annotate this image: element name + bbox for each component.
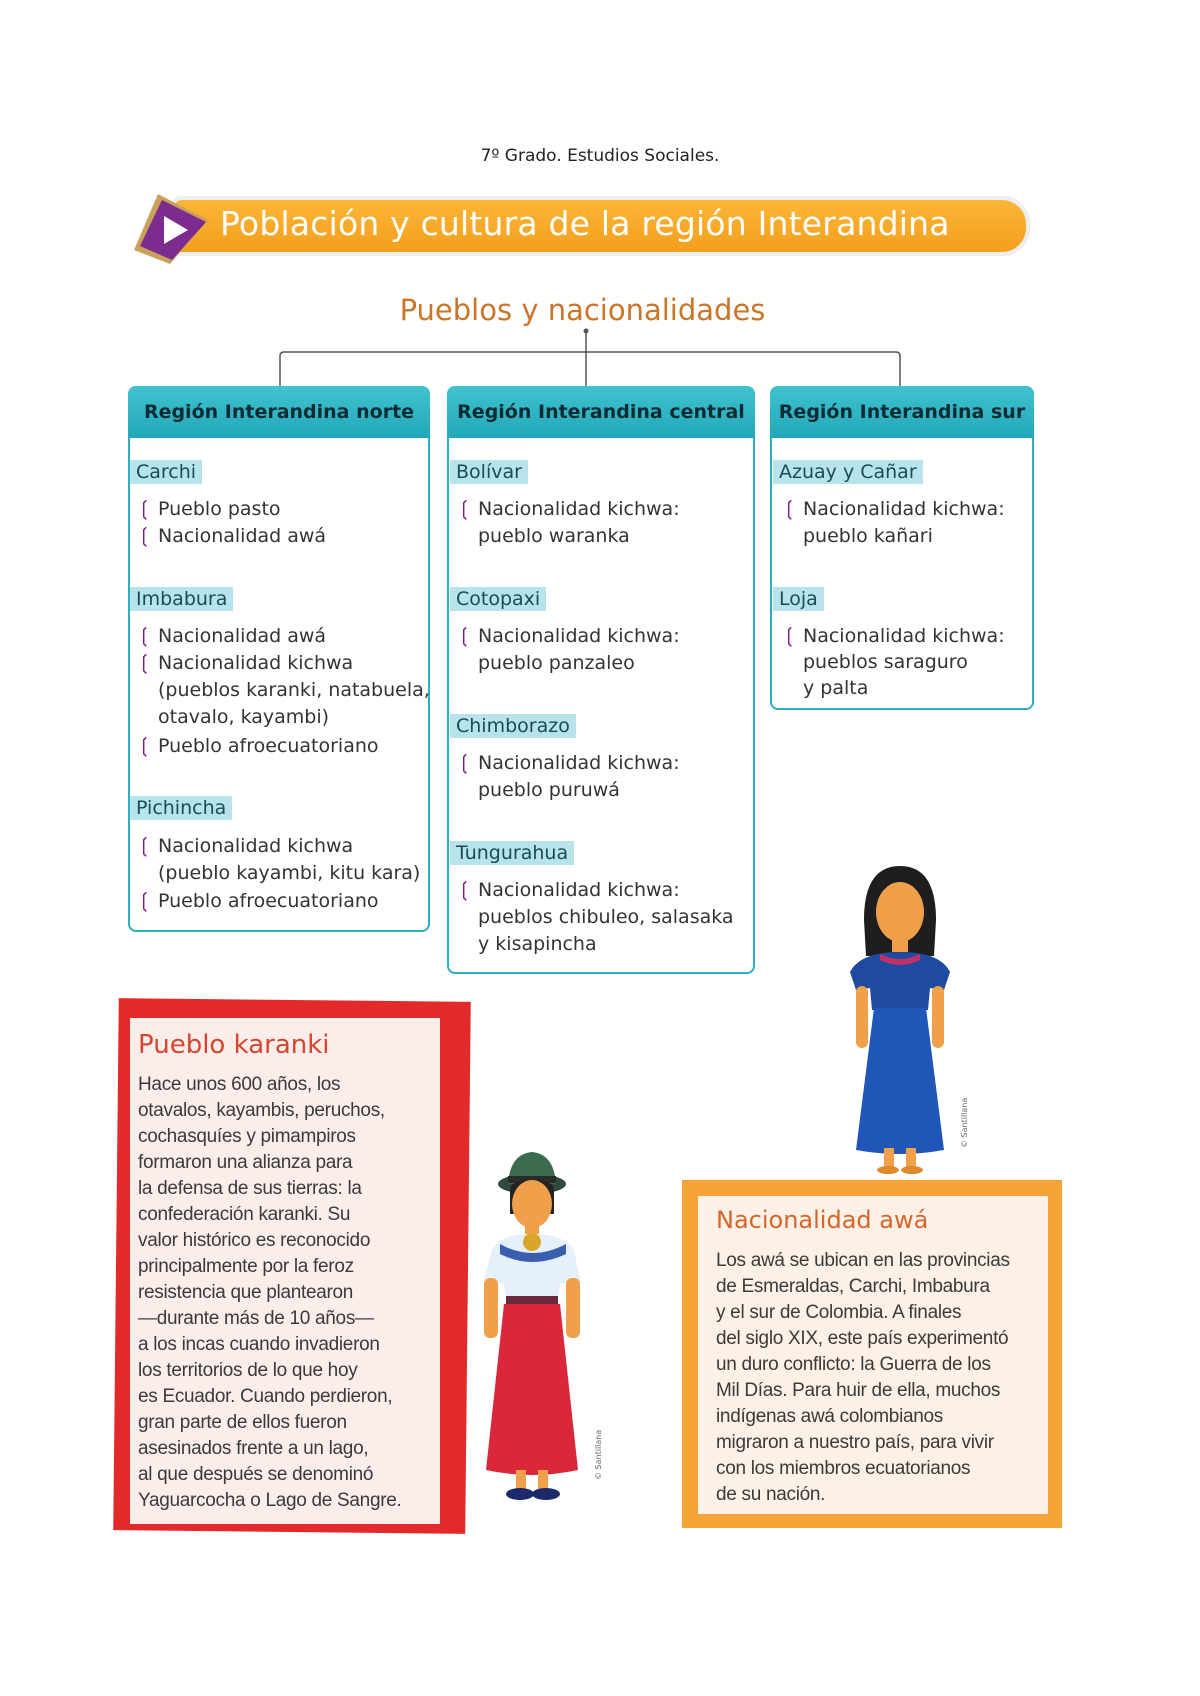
list-item: Pueblo afroecuatoriano	[158, 890, 379, 912]
list-item: Nacionalidad awá	[158, 525, 327, 547]
list-item-continuation: (pueblos karanki, natabuela,	[158, 679, 430, 701]
list-item-continuation: y palta	[803, 677, 869, 699]
bullet-icon: ❲	[136, 833, 153, 857]
list-item: Nacionalidad kichwa:	[478, 752, 680, 774]
list-item-continuation: pueblo puruwá	[478, 779, 620, 801]
list-item-continuation: pueblos chibuleo, salasaka	[478, 906, 734, 928]
bullet-icon: ❲	[136, 888, 153, 912]
list-item: Nacionalidad kichwa:	[478, 498, 680, 520]
bullet-icon: ❲	[456, 877, 473, 901]
book-logo-icon	[128, 190, 214, 268]
list-item: Nacionalidad kichwa:	[478, 879, 680, 901]
list-item: Pueblo pasto	[158, 498, 281, 520]
section-subtitle: Pueblos y nacionalidades	[399, 293, 766, 327]
bullet-icon: ❲	[781, 496, 798, 520]
awa-title: Nacionalidad awá	[716, 1206, 929, 1234]
document-header: 7º Grado. Estudios Sociales.	[480, 146, 720, 166]
photo-credit: © Santillana	[960, 1097, 969, 1148]
province-tag: Cotopaxi	[450, 587, 546, 611]
list-item-continuation: pueblo kañari	[803, 525, 933, 547]
region-title: Región Interandina central	[447, 386, 755, 438]
bullet-icon: ❲	[136, 496, 153, 520]
bullet-icon: ❲	[456, 750, 473, 774]
region-title: Región Interandina norte	[128, 386, 430, 438]
list-item-continuation: pueblo panzaleo	[478, 652, 635, 674]
province-tag: Tungurahua	[450, 841, 574, 865]
photo-credit: © Santillana	[594, 1429, 603, 1480]
bullet-icon: ❲	[136, 523, 153, 547]
banner-title: Población y cultura de la región Interandina	[220, 204, 950, 243]
province-tag: Bolívar	[450, 460, 528, 484]
awa-woman-illustration	[840, 860, 960, 1180]
list-item-continuation: y kisapincha	[478, 933, 597, 955]
list-item: Nacionalidad awá	[158, 625, 327, 647]
list-item-continuation: otavalo, kayambi)	[158, 706, 330, 728]
bullet-icon: ❲	[136, 733, 153, 757]
province-tag: Chimborazo	[450, 714, 576, 738]
list-item: Nacionalidad kichwa	[158, 835, 354, 857]
list-item-continuation: pueblo waranka	[478, 525, 630, 547]
province-tag: Azuay y Cañar	[773, 460, 923, 484]
province-tag: Pichincha	[130, 796, 232, 820]
karanki-text: Hace unos 600 años, los otavalos, kayambis, peruchos, cochasquíes y pimampiros formaron una alianza para la defensa de sus tierras: la confederación karanki. Su valor histórico es reconocido principalmente por la feroz resistencia que plantearon —durante más de 10 años— a los incas cuando invadieron los territorios de lo que hoy es Ecuador. Cuando perdieron, gran parte de ellos fueron asesinados frente a un lago, al que después se denominó Yaguarcocha o Lago de Sangre.	[138, 1074, 402, 1511]
bullet-icon: ❲	[456, 496, 473, 520]
bullet-icon: ❲	[136, 650, 153, 674]
list-item: Nacionalidad kichwa:	[803, 625, 1005, 647]
province-tag: Carchi	[130, 460, 202, 484]
region-title: Región Interandina sur	[770, 386, 1034, 438]
list-item: Pueblo afroecuatoriano	[158, 735, 379, 757]
list-item-continuation: pueblos saraguro	[803, 651, 968, 673]
karanki-title: Pueblo karanki	[138, 1030, 330, 1060]
karanki-woman-illustration	[470, 1150, 600, 1530]
list-item: Nacionalidad kichwa:	[478, 625, 680, 647]
bullet-icon: ❲	[136, 623, 153, 647]
bullet-icon: ❲	[781, 623, 798, 647]
list-item-continuation: (pueblo kayambi, kitu kara)	[158, 862, 421, 884]
province-tag: Loja	[773, 587, 824, 611]
province-tag: Imbabura	[130, 587, 233, 611]
awa-text: Los awá se ubican en las provincias de Esmeraldas, Carchi, Imbabura y el sur de Colombia. A finales del siglo XIX, este país experimentó un duro conflicto: la Guerra de los Mil Días. Para huir de ella, muchos indígenas awá colombianos migraron a nuestro país, para vivir con los miembros ecuatorianos de su nación.	[716, 1250, 1010, 1505]
list-item: Nacionalidad kichwa:	[803, 498, 1005, 520]
bullet-icon: ❲	[456, 623, 473, 647]
list-item: Nacionalidad kichwa	[158, 652, 354, 674]
